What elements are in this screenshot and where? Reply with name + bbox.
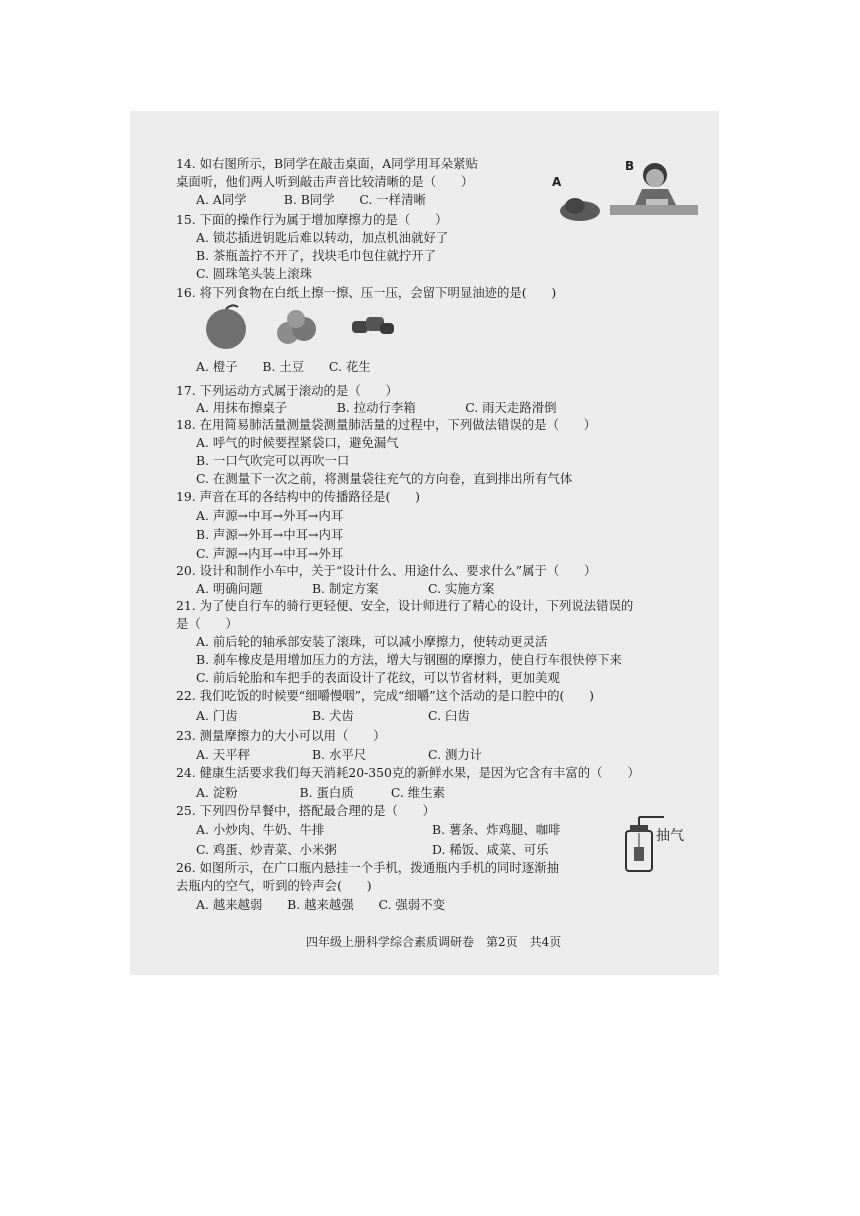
question-20-options: A. 明确问题 B. 制定方案 C. 实施方案 [196, 581, 495, 596]
question-17-stem: 17. 下列运动方式属于滚动的是（ ） [176, 383, 398, 398]
question-19-option-a: A. 声源→中耳→外耳→内耳 [196, 508, 344, 523]
question-21-option-a: A. 前后轮的轴承部安装了滚珠，可以减小摩擦力，使转动更灵活 [196, 634, 548, 649]
question-17-options: A. 用抹布擦桌子 B. 拉动行李箱 C. 雨天走路滑倒 [196, 400, 557, 415]
question-14-line-1: 14. 如右图所示，B同学在敲击桌面，A同学用耳朵紧贴 [176, 156, 478, 171]
question-18-option-a: A. 呼气的时候要捏紧袋口，避免漏气 [196, 435, 399, 450]
question-18-option-b: B. 一口气吹完可以再吹一口 [196, 453, 350, 468]
question-15-stem: 15. 下面的操作行为属于增加摩擦力的是（ ） [176, 212, 448, 227]
q26-jar-image [620, 811, 710, 883]
question-18-stem: 18. 在用简易肺活量测量袋测量肺活量的过程中，下列做法错误的是（ ） [176, 417, 597, 432]
page-footer: 四年级上册科学综合素质调研卷 第2页 共4页 [306, 935, 562, 949]
question-21-option-b: B. 刹车橡皮是用增加压力的方法，增大与钢圈的摩擦力，使自行车很快停下来 [196, 652, 622, 667]
pump-air-label: 抽气 [656, 828, 684, 844]
question-26-line-1: 26. 如图所示，在广口瓶内悬挂一个手机，拨通瓶内手机的同时逐渐抽 [176, 860, 559, 875]
question-25-stem: 25. 下列四份早餐中，搭配最合理的是（ ） [176, 803, 436, 818]
figure-label-a: A [552, 175, 562, 189]
question-15-option-c: C. 圆珠笔头装上滚珠 [196, 266, 313, 281]
question-18-option-c: C. 在测量下一次之前，将测量袋往充气的方向卷，直到排出所有气体 [196, 471, 573, 486]
question-22-options: A. 门齿 B. 犬齿 C. 臼齿 [196, 708, 470, 723]
question-15-option-b: B. 茶瓶盖拧不开了，找块毛巾包住就拧开了 [196, 248, 437, 263]
question-19-option-c: C. 声源→内耳→中耳→外耳 [196, 546, 344, 561]
question-16-stem: 16. 将下列食物在白纸上擦一擦、压一压，会留下明显油迹的是( ) [176, 285, 557, 300]
exam-page [130, 111, 719, 975]
question-24-stem: 24. 健康生活要求我们每天消耗20-350克的新鲜水果，是因为它含有丰富的（ ） [176, 765, 640, 780]
question-16-options: A. 橙子 B. 土豆 C. 花生 [196, 359, 371, 374]
question-25-option-a: A. 小炒肉、牛奶、牛排 [196, 822, 325, 837]
question-23-stem: 23. 测量摩擦力的大小可以用（ ） [176, 728, 386, 743]
question-25-option-d: D. 稀饭、咸菜、可乐 [432, 842, 549, 857]
q14-students-image [550, 159, 700, 229]
figure-label-b: B [625, 159, 635, 173]
question-21-line-1: 21. 为了使自行车的骑行更轻便、安全，设计师进行了精心的设计，下列说法错误的 [176, 598, 634, 613]
question-20-stem: 20. 设计和制作小车中，关于“设计什么、用途什么、要求什么”属于（ ） [176, 563, 597, 578]
question-23-options: A. 天平秤 B. 水平尺 C. 测力计 [196, 747, 483, 762]
question-21-line-2: 是（ ） [176, 616, 238, 631]
question-26-options: A. 越来越弱 B. 越来越强 C. 强弱不变 [196, 897, 445, 912]
question-15-option-a: A. 锁芯插进钥匙后难以转动，加点机油就好了 [196, 230, 449, 245]
q16-foods-image [202, 303, 422, 353]
question-22-stem: 22. 我们吃饭的时候要“细嚼慢咽”，完成“细嚼”这个活动的是口腔中的( ) [176, 688, 594, 703]
question-19-stem: 19. 声音在耳的各结构中的传播路径是( ) [176, 489, 420, 504]
question-25-option-c: C. 鸡蛋、炒青菜、小米粥 [196, 842, 337, 857]
question-14-options: A. A同学 B. B同学 C. 一样清晰 [196, 192, 426, 207]
question-14-line-2: 桌面听，他们两人听到敲击声音比较清晰的是（ ） [176, 174, 474, 189]
question-25-option-b: B. 薯条、炸鸡腿、咖啡 [432, 822, 561, 837]
question-21-option-c: C. 前后轮胎和车把手的表面设计了花纹，可以节省材料，更加美观 [196, 670, 560, 685]
question-26-line-2: 去瓶内的空气，听到的铃声会( ) [176, 878, 372, 893]
question-19-option-b: B. 声源→外耳→中耳→内耳 [196, 527, 344, 542]
question-24-options: A. 淀粉 B. 蛋白质 C. 维生素 [196, 785, 445, 800]
